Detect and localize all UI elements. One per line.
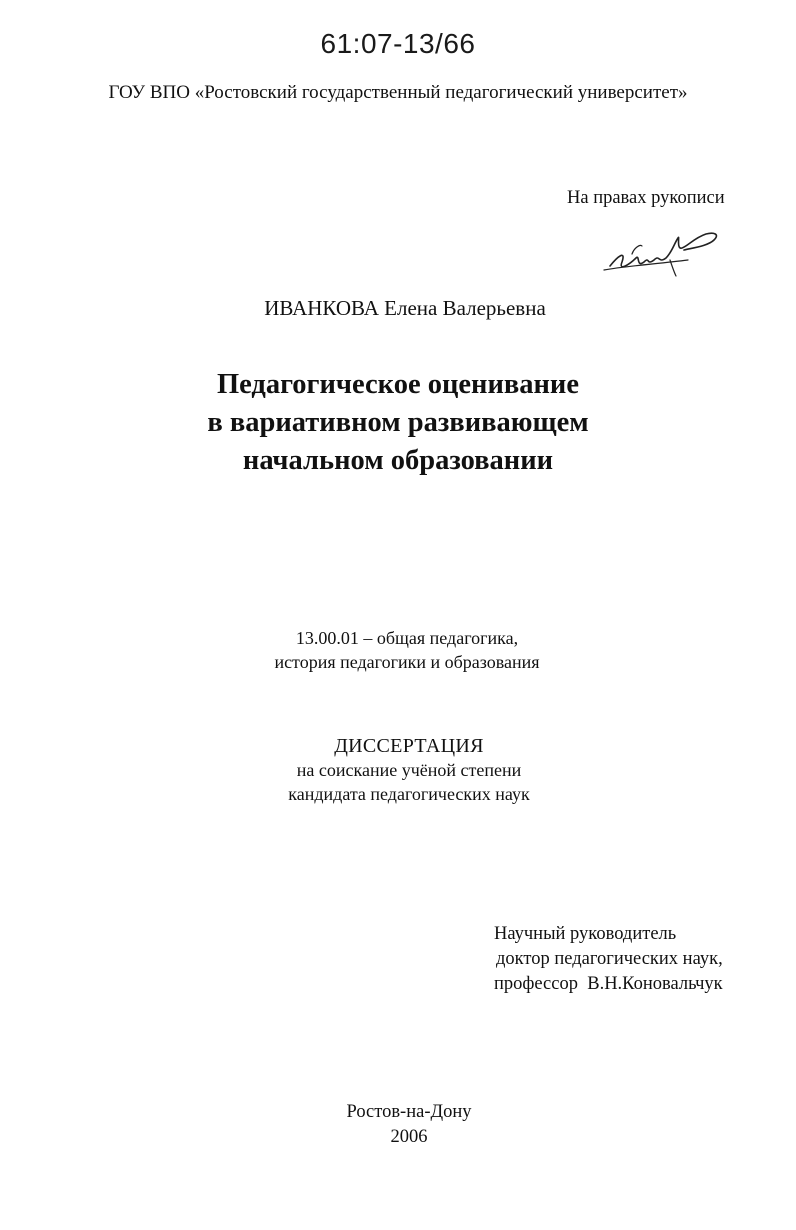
signature-image	[596, 220, 726, 280]
dissertation-title	[0, 366, 796, 480]
author-name: ИВАНКОВА Елена Валерьевна	[264, 296, 546, 320]
year: 2006	[390, 1127, 428, 1147]
place-year-block	[0, 1100, 796, 1150]
supervisor-role: Научный руководитель	[494, 924, 677, 944]
specialty-line-2: история педагогики и образования	[274, 652, 540, 672]
degree-line-2: кандидата педагогических наук	[288, 784, 530, 804]
manuscript-note: На правах рукописи	[567, 188, 725, 208]
title-line-2: в вариативном развивающем	[207, 407, 589, 438]
specialty-block	[0, 626, 796, 674]
supervisor-degree: доктор педагогических наук,	[496, 949, 723, 969]
document-type: ДИССЕРТАЦИЯ	[334, 735, 484, 757]
institution-name: ГОУ ВПО «Ростовский государственный педагогический университет»	[108, 82, 688, 103]
title-line-1: Педагогическое оценивание	[216, 369, 580, 400]
place: Ростов-на-Дону	[346, 1102, 472, 1122]
degree-line-1: на соискание учёной степени	[296, 760, 522, 780]
specialty-line-1: 13.00.01 – общая педагогика,	[295, 628, 519, 648]
catalog-number: 61:07-13/66	[320, 28, 476, 59]
supervisor-name: профессор В.Н.Коновальчук	[494, 974, 723, 994]
supervisor-block	[494, 922, 723, 997]
dissertation-block	[0, 734, 796, 806]
title-line-3: начальном образовании	[242, 445, 554, 476]
